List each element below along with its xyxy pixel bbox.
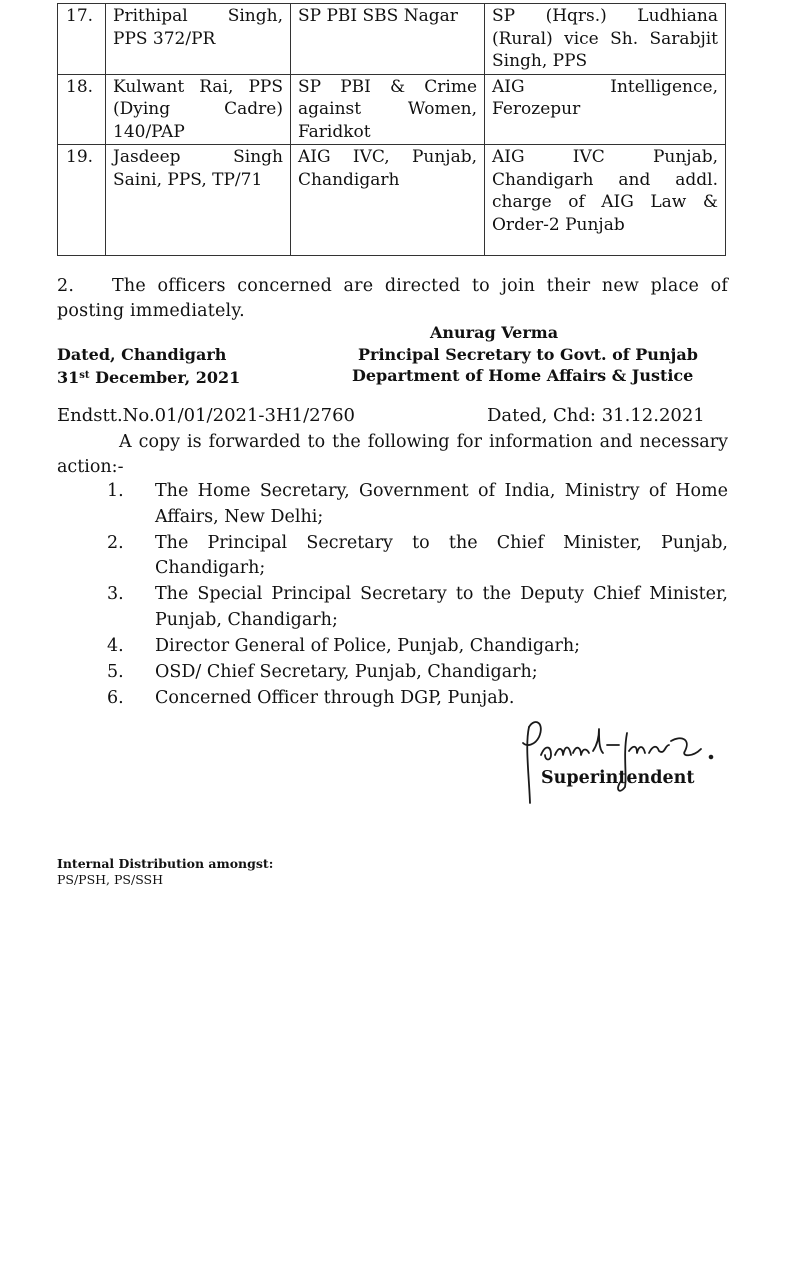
from-posting: SP PBI SBS Nagar — [291, 4, 485, 75]
table-row — [58, 74, 726, 145]
to-posting: SP (Hqrs.) Ludhiana (Rural) vice Sh. Sarabjit Singh, PPS — [485, 4, 726, 75]
list-item: 2. The Principal Secretary to the Chief Minister, Punjab, Chandigarh; — [107, 532, 728, 578]
posting-table — [57, 3, 726, 256]
signatory-title: Principal Secretary to Govt. of Punjab — [358, 345, 698, 364]
serial-number: 19. — [58, 145, 106, 256]
superintendent-label: Superintendent — [541, 768, 695, 788]
paragraph-2 — [57, 274, 728, 324]
serial-number: 17. — [58, 4, 106, 75]
officer-name: Jasdeep Singh Saini, PPS, TP/71 — [106, 145, 291, 256]
officer-name: Prithipal Singh, PPS 372/PR — [106, 4, 291, 75]
endorsement-line — [57, 405, 717, 426]
handwritten-signature — [515, 715, 725, 810]
list-item: 5. OSD/ Chief Secretary, Punjab, Chandigarh; — [107, 661, 538, 682]
dated-block — [57, 344, 240, 388]
paragraph-text: The officers concerned are directed to join their new place of posting immediately. — [57, 276, 728, 321]
paragraph-number: 2. — [57, 276, 75, 296]
to-posting: AIG Intelligence, Ferozepur — [485, 74, 726, 145]
list-item: 4. Director General of Police, Punjab, Chandigarh; — [107, 635, 581, 656]
internal-heading: Internal Distribution amongst: — [57, 856, 274, 871]
table-row — [58, 145, 726, 256]
dated-date: 31st December, 2021 — [57, 368, 241, 387]
from-posting: AIG IVC, Punjab, Chandigarh — [291, 145, 485, 256]
endorsement-number: Endstt.No.01/01/2021-3H1/2760 — [57, 405, 355, 426]
forward-text: A copy is forwarded to the following for information and necessary action:- — [57, 432, 728, 477]
signatory-name: Anurag Verma — [430, 323, 559, 342]
endorsement-date: Dated, Chd: 31.12.2021 — [487, 405, 705, 426]
to-posting: AIG IVC Punjab, Chandigarh and addl. charge of AIG Law & Order-2 Punjab — [485, 145, 726, 256]
internal-distribution — [57, 856, 273, 888]
serial-number: 18. — [58, 74, 106, 145]
list-item: 6. Concerned Officer through DGP, Punjab. — [107, 687, 515, 708]
officer-name: Kulwant Rai, PPS (Dying Cadre) 140/PAP — [106, 74, 291, 145]
copy-to-list — [57, 479, 728, 712]
internal-list: PS/PSH, PS/SSH — [57, 872, 163, 887]
from-posting: SP PBI & Crime against Women, Faridkot — [291, 74, 485, 145]
list-item: 1. The Home Secretary, Government of India, Ministry of Home Affairs, New Delhi; — [107, 481, 728, 527]
dated-place: Dated, Chandigarh — [57, 345, 227, 364]
table-row — [58, 4, 726, 75]
signatory-department: Department of Home Affairs & Justice — [352, 366, 694, 385]
list-item: 3. The Special Principal Secretary to the Deputy Chief Minister, Punjab, Chandigarh; — [107, 584, 728, 630]
